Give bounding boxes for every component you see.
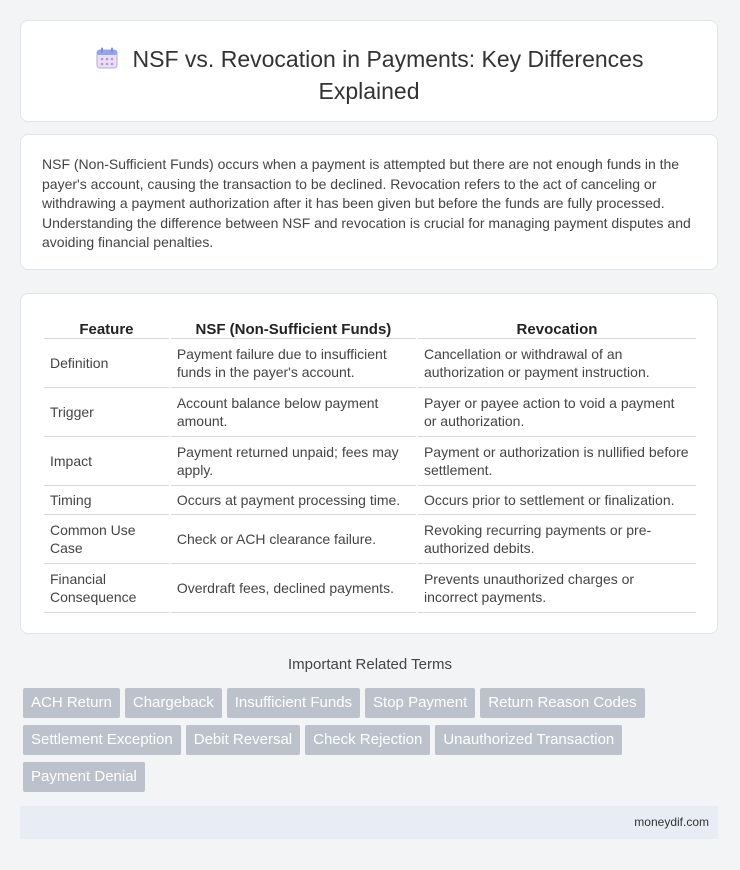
term-tag[interactable]: ACH Return [23,688,120,718]
cell-revocation: Prevents unauthorized charges or incorrect payments. [418,564,696,613]
header-nsf: NSF (Non-Sufficient Funds) [171,316,416,339]
cell-nsf: Overdraft fees, declined payments. [171,564,416,613]
cell-nsf: Payment returned unpaid; fees may apply. [171,437,416,486]
footer-site-link[interactable]: moneydif.com [634,815,709,829]
related-terms-heading: Important Related Terms [288,656,452,673]
term-tag[interactable]: Payment Denial [23,762,145,792]
table-row [44,388,696,437]
header-feature: Feature [44,316,169,339]
table-header-row [44,316,696,339]
term-tag[interactable]: Return Reason Codes [480,688,644,718]
calendar-icon [95,46,119,77]
related-terms-list [23,688,703,799]
term-tag[interactable]: Stop Payment [365,688,475,718]
cell-feature: Definition [44,339,169,388]
cell-revocation: Revoking recurring payments or pre-authorized debits. [418,515,696,564]
table-row [44,564,696,613]
term-tag[interactable]: Insufficient Funds [227,688,360,718]
cell-feature: Financial Consequence [44,564,169,613]
cell-revocation: Payment or authorization is nullified before settlement. [418,437,696,486]
page-title-wrap [61,45,677,106]
cell-revocation: Payer or payee action to void a payment or authorization. [418,388,696,437]
page-title: NSF vs. Revocation in Payments: Key Differences Explained [132,46,644,104]
cell-nsf: Check or ACH clearance failure. [171,515,416,564]
title-card [20,20,718,122]
cell-revocation: Occurs prior to settlement or finalization. [418,486,696,515]
comparison-table [42,316,698,613]
cell-feature: Trigger [44,388,169,437]
table-row [44,486,696,515]
cell-feature: Common Use Case [44,515,169,564]
table-row [44,515,696,564]
intro-card [20,134,718,270]
intro-paragraph: NSF (Non-Sufficient Funds) occurs when a payment is attempted but there are not enough funds in the payer's account, causing the transaction to be declined. Revocation refers to the act of canceling or withdrawing a payment authorization after it has been given but before the funds are fully processed. Understanding the difference between NSF and revocation is crucial for managing payment disputes and avoiding financial penalties. [42,156,691,250]
cell-nsf: Account balance below payment amount. [171,388,416,437]
term-tag[interactable]: Chargeback [125,688,222,718]
term-tag[interactable]: Unauthorized Transaction [435,725,622,755]
cell-feature: Impact [44,437,169,486]
table-row [44,339,696,388]
header-revocation: Revocation [418,316,696,339]
footer [20,806,718,839]
table-row [44,437,696,486]
cell-feature: Timing [44,486,169,515]
term-tag[interactable]: Debit Reversal [186,725,300,755]
term-tag[interactable]: Settlement Exception [23,725,181,755]
comparison-card [20,293,718,634]
cell-revocation: Cancellation or withdrawal of an authorization or payment instruction. [418,339,696,388]
cell-nsf: Payment failure due to insufficient funds in the payer's account. [171,339,416,388]
cell-nsf: Occurs at payment processing time. [171,486,416,515]
term-tag[interactable]: Check Rejection [305,725,430,755]
